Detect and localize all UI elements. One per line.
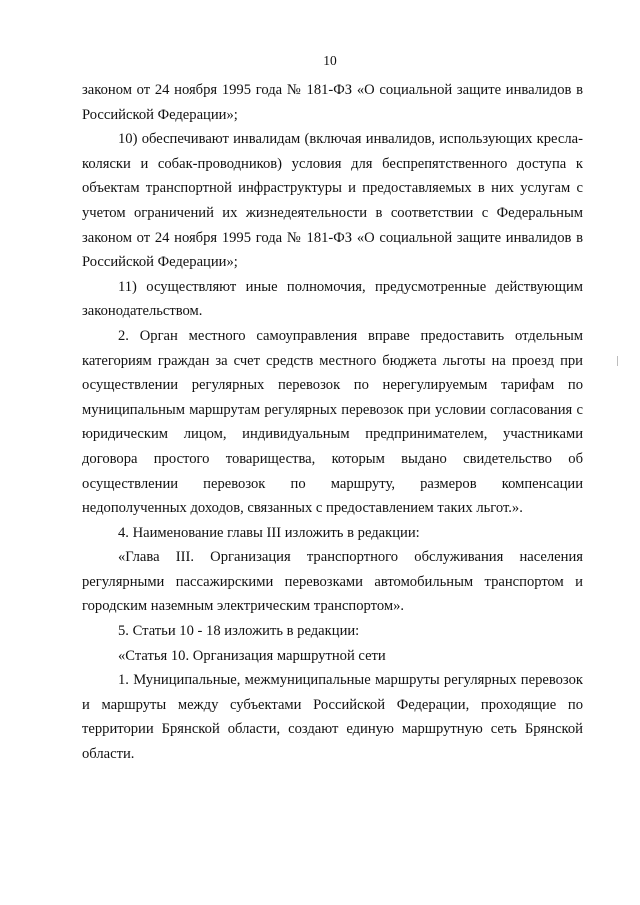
- paragraph-2: 10) обеспечивают инвалидам (включая инвалидов, использующих кресла-коляски и собак-проводников) условия для беспрепятственного доступа к объектам транспортной инфраструктуры и предоставляемых в них услугам с учетом ограничений их жизнедеятельности в соответствии с Федеральным законом от 24 ноября 1995 года № 181-ФЗ «О социальной защите инвалидов в Российской Федерации»;: [82, 131, 583, 271]
- paragraph-9: 1. Муниципальные, межмуниципальные маршруты регулярных перевозок и маршруты между субъектами Российской Федерации, проходящие по территории Брянской области, создают единую маршрутную сеть Брянской области.: [82, 672, 583, 763]
- document-body: [82, 78, 583, 767]
- page-number: 10: [323, 53, 337, 68]
- paragraph-7: 5. Статьи 10 - 18 изложить в редакции:: [118, 623, 360, 640]
- scan-artifact-mark: [617, 356, 618, 366]
- paragraph-8: «Статья 10. Организация маршрутной сети: [118, 647, 386, 664]
- paragraph-5: 4. Наименование главы III изложить в редакции:: [118, 524, 420, 541]
- paragraph-6: «Глава III. Организация транспортного обслуживания населения регулярными пассажирскими перевозками автомобильным транспортом и городским наземным электрическим транспортом».: [82, 549, 583, 615]
- paragraph-4: 2. Орган местного самоуправления вправе предоставить отдельным категориям граждан за счет средств местного бюджета льготы на проезд при осуществлении регулярных перевозок по нерегулируемым тарифам по муниципальным маршрутам регулярных перевозок при условии согласования с юридическим лицом, индивидуальным предпринимателем, участниками договора простого товарищества, которым выдано свидетельство об осуществлении перевозок по маршруту, размеров компенсации недополученных доходов, связанных с предоставлением таких льгот.».: [82, 327, 583, 517]
- paragraph-1: законом от 24 ноября 1995 года № 181-ФЗ «О социальной защите инвалидов в Российской Федерации»;: [82, 82, 583, 123]
- paragraph-3: 11) осуществляют иные полномочия, предусмотренные действующим законодательством.: [82, 278, 583, 320]
